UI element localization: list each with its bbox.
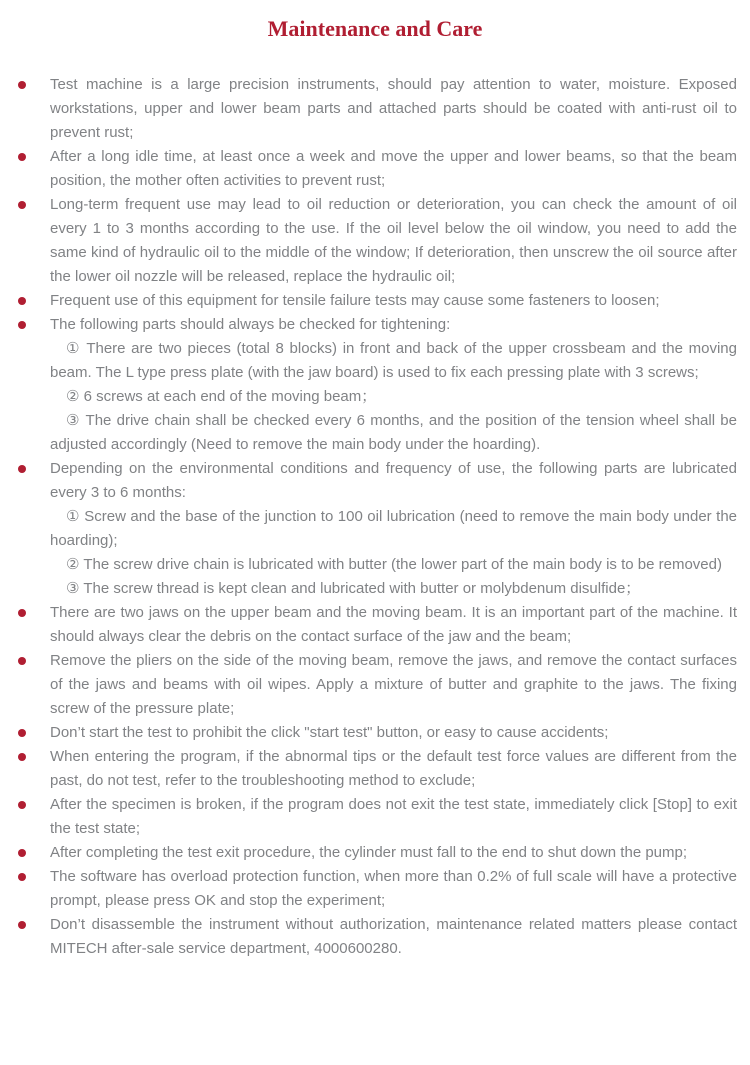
bullet-icon bbox=[18, 657, 26, 665]
bullet-icon bbox=[18, 297, 26, 305]
bullet-icon bbox=[18, 729, 26, 737]
list-item bbox=[0, 649, 750, 721]
item-paragraph: The following parts should always be checked for tightening: bbox=[50, 316, 451, 333]
item-subparagraph: ② 6 screws at each end of the moving beam； bbox=[66, 388, 377, 405]
list-item bbox=[0, 865, 750, 913]
list-item bbox=[0, 313, 750, 457]
list-item bbox=[0, 457, 750, 601]
item-paragraph: After the specimen is broken, if the program does not exit the test state, immediately click [Stop] to exit the test state; bbox=[50, 796, 737, 837]
item-paragraph: Don’t disassemble the instrument without authorization, maintenance related matters please contact MITECH after-sale service department, 4000600280. bbox=[50, 916, 737, 957]
bullet-icon bbox=[18, 465, 26, 473]
list-item bbox=[0, 841, 750, 865]
item-paragraph: Don’t start the test to prohibit the click "start test" button, or easy to cause accidents; bbox=[50, 724, 609, 741]
list-item bbox=[0, 913, 750, 961]
bullet-icon bbox=[18, 921, 26, 929]
list-item bbox=[0, 145, 750, 193]
item-paragraph: There are two jaws on the upper beam and the moving beam. It is an important part of the machine. It should always clear the debris on the contact surface of the jaw and the beam; bbox=[50, 604, 737, 645]
list-item bbox=[0, 289, 750, 313]
item-subparagraph: ③ The screw thread is kept clean and lubricated with butter or molybdenum disulfide； bbox=[66, 580, 641, 597]
bullet-icon bbox=[18, 753, 26, 761]
item-subparagraph: ② The screw drive chain is lubricated with butter (the lower part of the main body is to be removed) bbox=[66, 556, 722, 573]
bullet-icon bbox=[18, 849, 26, 857]
item-subparagraph: ① There are two pieces (total 8 blocks) in front and back of the upper crossbeam and the moving beam. The L type press plate (with the jaw board) is used to fix each pressing plate with 3 screws; bbox=[50, 340, 737, 381]
list-item bbox=[0, 73, 750, 145]
item-paragraph: Depending on the environmental conditions and frequency of use, the following parts are lubricated every 3 to 6 months: bbox=[50, 460, 737, 501]
list-item bbox=[0, 745, 750, 793]
item-subparagraph: ③ The drive chain shall be checked every 6 months, and the position of the tension wheel shall be adjusted accordingly (Need to remove the main body under the hoarding). bbox=[50, 412, 737, 453]
item-subparagraph: ① Screw and the base of the junction to 100 oil lubrication (need to remove the main body under the hoarding); bbox=[50, 508, 737, 549]
bullet-icon bbox=[18, 201, 26, 209]
item-paragraph: After a long idle time, at least once a week and move the upper and lower beams, so that the beam position, the mother often activities to prevent rust; bbox=[50, 148, 737, 189]
item-paragraph: Frequent use of this equipment for tensile failure tests may cause some fasteners to loosen; bbox=[50, 292, 660, 309]
item-paragraph: Remove the pliers on the side of the moving beam, remove the jaws, and remove the contact surfaces of the jaws and beams with oil wipes. Apply a mixture of butter and graphite to the jaws. The fixing screw of the pressure plate; bbox=[50, 652, 737, 717]
list-item bbox=[0, 793, 750, 841]
bullet-icon bbox=[18, 873, 26, 881]
list-item bbox=[0, 193, 750, 289]
page-title: Maintenance and Care bbox=[267, 16, 483, 41]
bullet-icon bbox=[18, 81, 26, 89]
item-paragraph: When entering the program, if the abnormal tips or the default test force values are different from the past, do not test, refer to the troubleshooting method to exclude; bbox=[50, 748, 737, 789]
item-paragraph: Long-term frequent use may lead to oil reduction or deterioration, you can check the amount of oil every 1 to 3 months according to the use. If the oil level below the oil window, you need to add the same kind of hydraulic oil to the middle of the window; If deterioration, then unscrew the oil source after the lower oil nozzle will be released, replace the hydraulic oil; bbox=[50, 196, 737, 285]
bullet-icon bbox=[18, 609, 26, 617]
bullet-list bbox=[0, 73, 750, 961]
item-paragraph: The software has overload protection function, when more than 0.2% of full scale will have a protective prompt, please press OK and stop the experiment; bbox=[50, 868, 737, 909]
bullet-icon bbox=[18, 801, 26, 809]
bullet-icon bbox=[18, 321, 26, 329]
bullet-icon bbox=[18, 153, 26, 161]
list-item bbox=[0, 601, 750, 649]
list-item bbox=[0, 721, 750, 745]
item-paragraph: Test machine is a large precision instruments, should pay attention to water, moisture. Exposed workstations, upper and lower beam parts and attached parts should be coated with anti-rust oil to prevent rust; bbox=[50, 76, 737, 141]
item-paragraph: After completing the test exit procedure, the cylinder must fall to the end to shut down the pump; bbox=[50, 844, 688, 861]
